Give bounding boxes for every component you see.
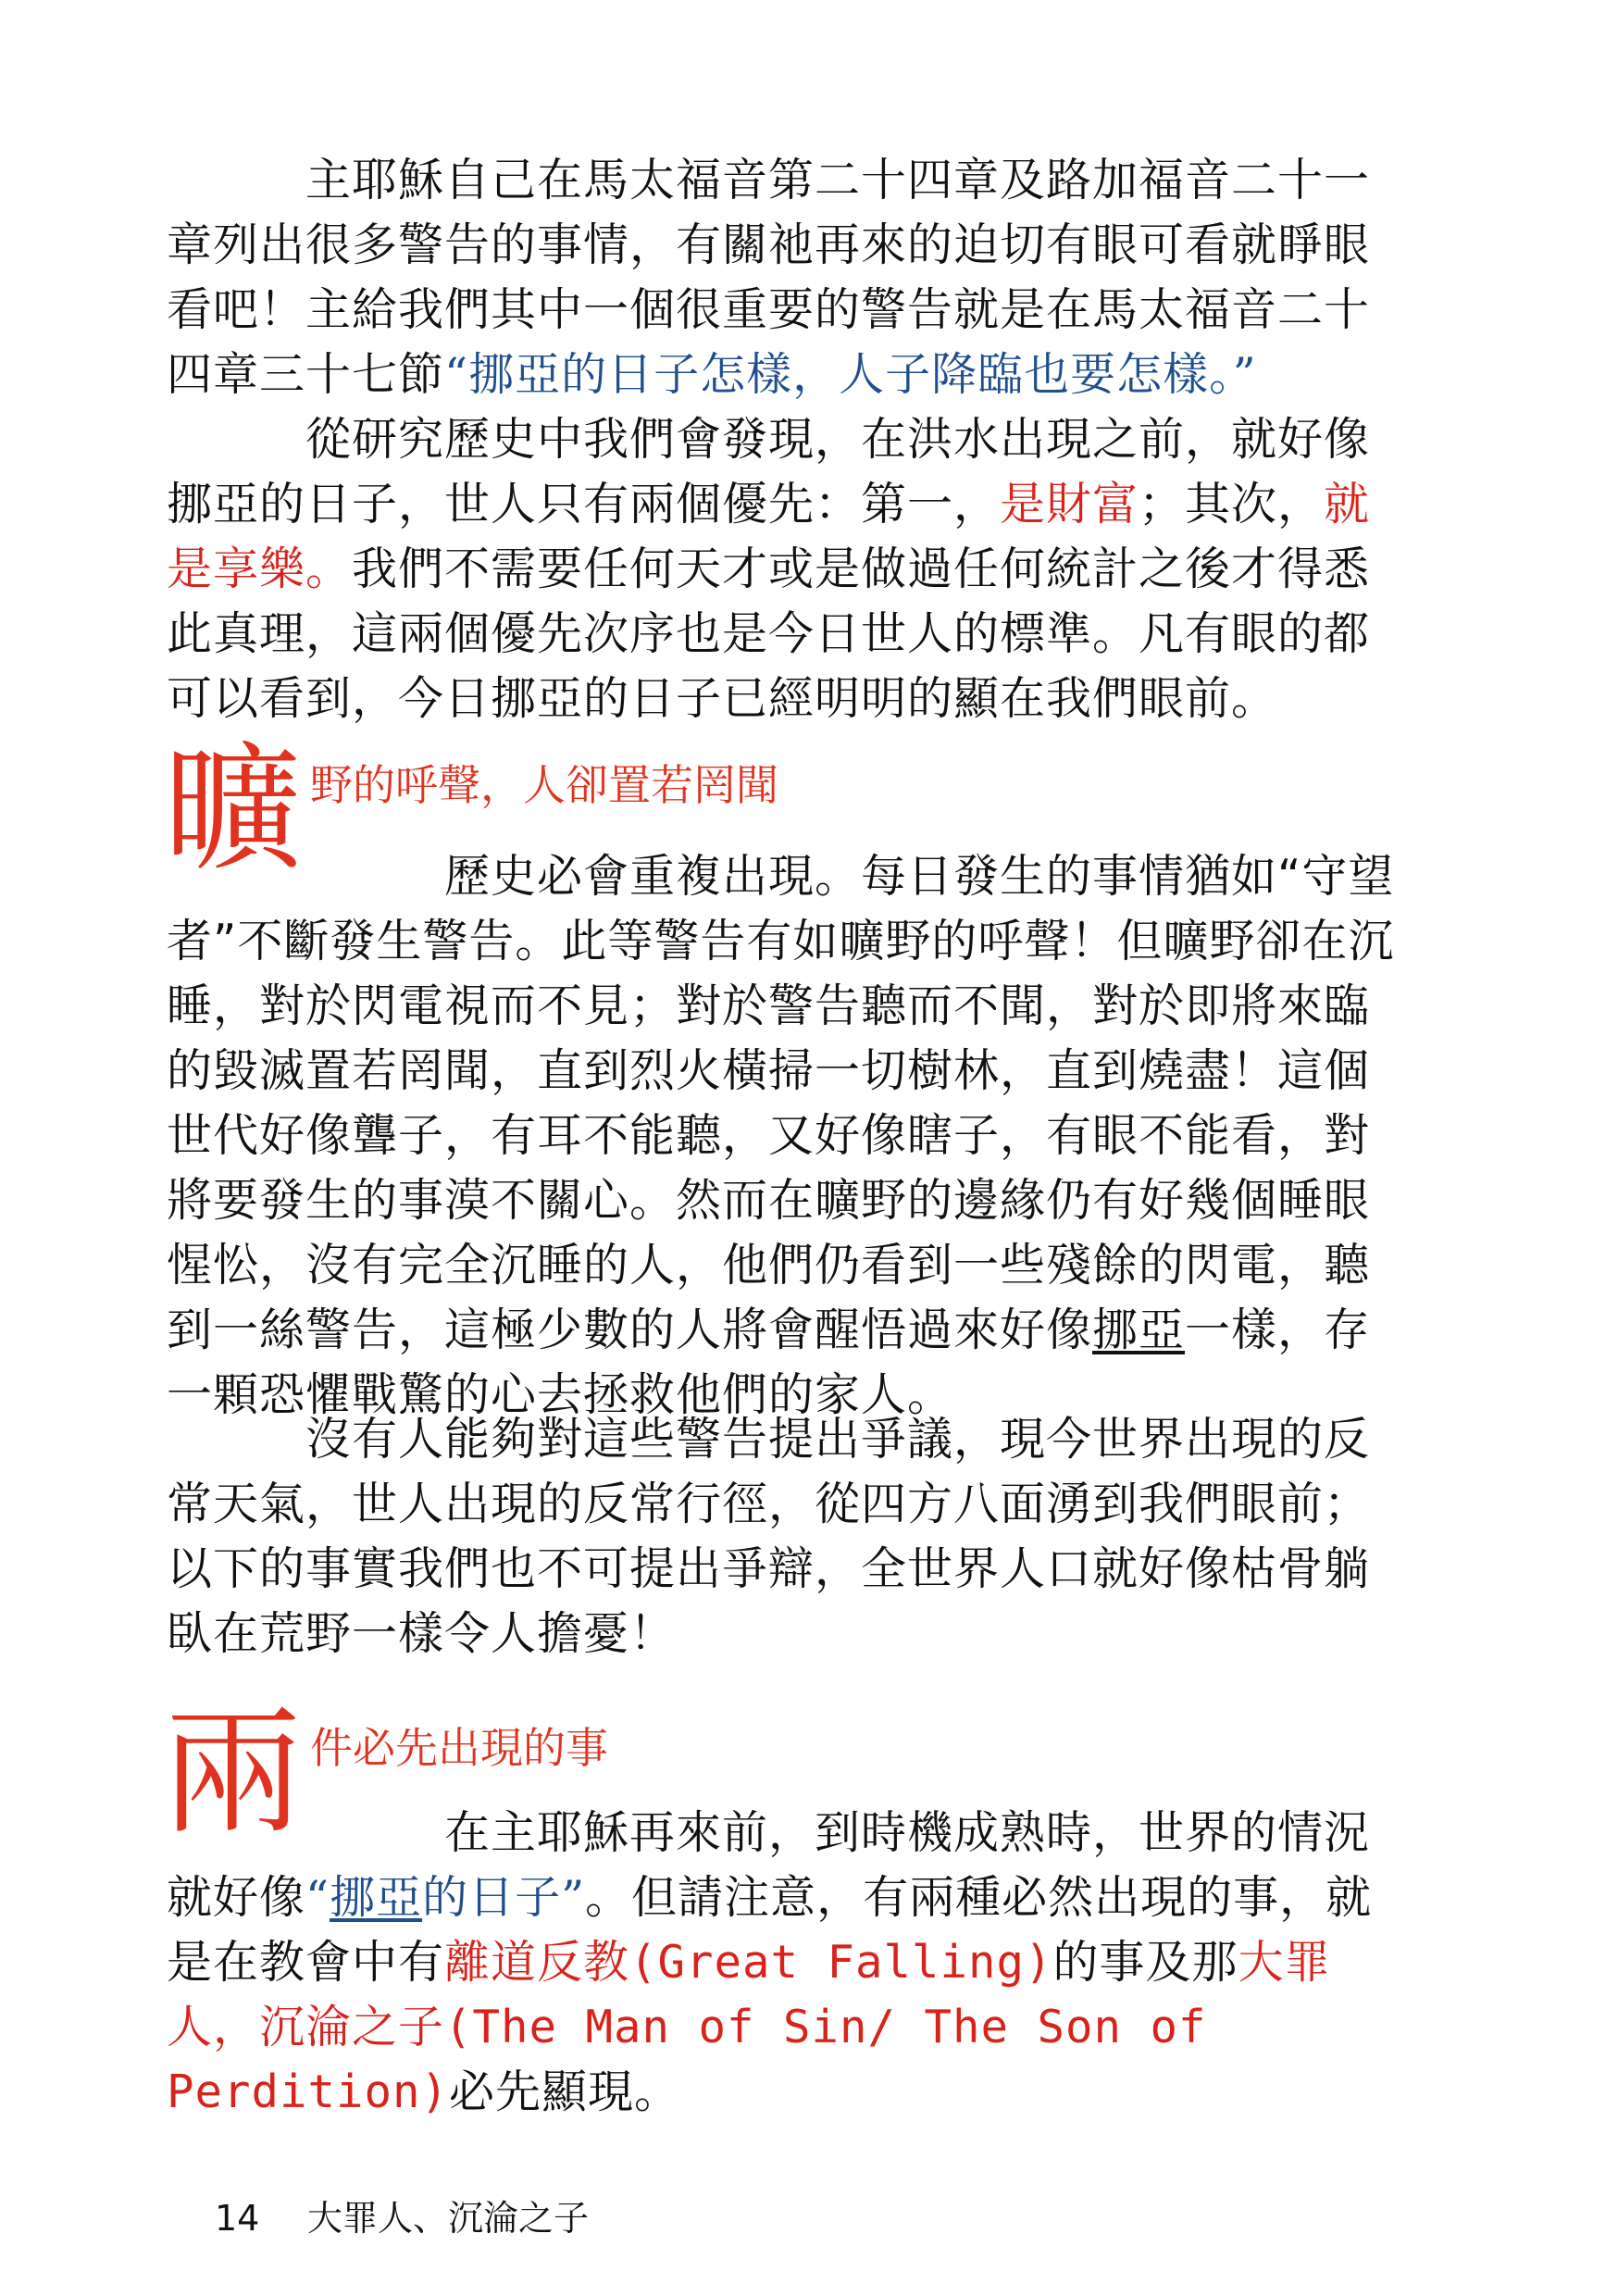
wilderness-text-b: 一樣，存一顆恐懼戰驚的心去拯救他們的家人。 <box>167 1304 1371 1421</box>
running-title: 大罪人、沉淪之子 <box>307 2198 590 2239</box>
paragraph-wilderness <box>167 844 1407 1428</box>
noah-days-quote <box>305 1871 585 1924</box>
two-events-text-a: 在主耶穌再來前，到時機成熟時，世界的情況就好像 <box>167 1806 1371 1924</box>
paragraph-intro <box>167 148 1407 407</box>
paragraph-two-events <box>167 1801 1407 2125</box>
page-number: 14 <box>215 2198 260 2239</box>
english-great-falling: (Great Falling) <box>629 1936 1053 1989</box>
noah-underlined-2: 挪亞 <box>330 1871 423 1924</box>
quote-close-mark: ” <box>561 1871 586 1924</box>
two-events-text-b: 。但請注意，有兩種必然出現的事，就是在教會中有 <box>167 1871 1373 1989</box>
english-man-of-sin: (The Man of Sin/ The Son of Perdition) <box>167 2001 1207 2118</box>
two-events-text-d: 必先顯現。 <box>449 2065 681 2118</box>
paragraph-history <box>167 407 1407 731</box>
paragraph-no-dispute <box>167 1407 1407 1666</box>
page-footer <box>215 2196 589 2240</box>
wilderness-text-a: 歷史必會重複出現。每日發生的事情猶如“守望者”不斷發生警告。此等警告有如曠野的呼聲！但曠野卻在沉睡，對於閃電視而不見；對於警告聽而不聞，對於即將來臨的毀滅置若罔聞，直到烈火橫掃一切樹林，直到燒盡！這個世代好像聾子，有耳不能聽，又好像瞎子，有眼不能看，對將要發生的事漠不關心。然而在曠野的邊緣仍有好幾個睡眼惺忪，沒有完全沉睡的人，他們仍看到一些殘餘的閃電，聽到一絲警告，這極少數的人將會醒悟過來好像 <box>167 850 1395 1356</box>
intro-text: 主耶穌自己在馬太福音第二十四章及路加福音二十一章列出很多警告的事情，有關祂再來的迫切有眼可看就睜眼看吧！主給我們其中一個很重要的警告就是在馬太福音二十四章三十七節 <box>167 154 1371 401</box>
scripture-quote: “挪亞的日子怎樣，人子降臨也要怎樣。” <box>444 348 1257 401</box>
dropcap-section-2: 兩 <box>163 1692 303 1853</box>
section-1-heading: 野的呼聲，人卻置若罔聞 <box>310 760 778 810</box>
dropcap-section-1: 曠 <box>163 730 303 891</box>
no-dispute-text: 沒有人能夠對這些警告提出爭議，現今世界出現的反常天氣，世人出現的反常行徑，從四方八面湧到我們眼前；以下的事實我們也不可提出爭辯，全世界人口就好像枯骨躺臥在荒野一樣令人擔憂！ <box>167 1413 1371 1660</box>
two-events-text-c: 的事及那 <box>1052 1936 1238 1989</box>
highlight-wealth: 是財富 <box>1000 478 1139 530</box>
history-text-c: 我們不需要任何天才或是做過任何統計之後才得悉此真理，這兩個優先次序也是今日世人的標準。凡有眼的都可以看到，今日挪亞的日子已經明明的顯在我們眼前。 <box>167 543 1371 725</box>
highlight-apostasy: 離道反教 <box>444 1936 630 1989</box>
history-text-a: 從研究歷史中我們會發現，在洪水出現之前，就好像挪亞的日子，世人只有兩個優先：第一， <box>167 413 1371 530</box>
quote-open-mark: “ <box>305 1871 330 1924</box>
quote-rest: 的日子 <box>422 1871 562 1924</box>
history-text-b: ；其次， <box>1139 478 1325 530</box>
section-2-heading: 件必先出現的事 <box>310 1723 608 1773</box>
highlight-pleasure: 就是享樂。 <box>167 478 1371 595</box>
highlight-man-of-sin: 大罪人，沉淪之子 <box>167 1936 1331 2053</box>
noah-underlined: 挪亞 <box>1092 1304 1186 1356</box>
